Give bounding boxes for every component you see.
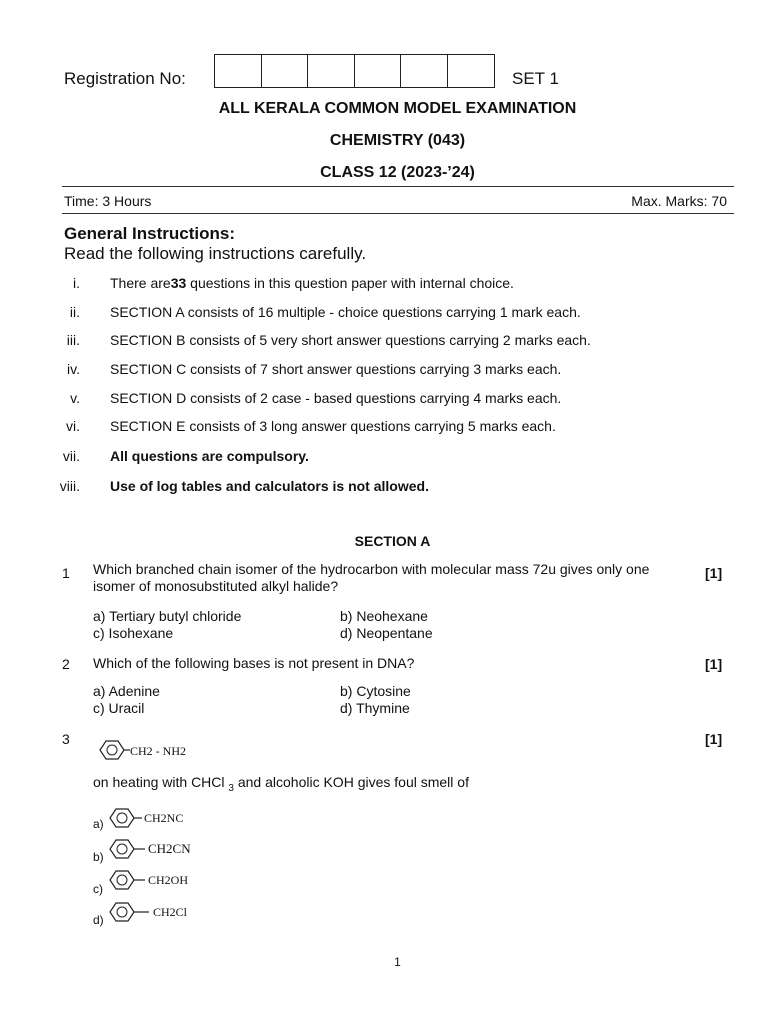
instruction-number: vi. (66, 418, 80, 434)
benzene-ring-icon (107, 867, 149, 893)
reg-digit-box[interactable] (448, 55, 495, 87)
top-divider (62, 186, 734, 187)
instruction-number: vii. (62, 448, 80, 464)
set-label: SET 1 (512, 69, 559, 88)
instruction-item: Use of log tables and calculators is not allowed. (110, 478, 429, 494)
option-d: d) Neopentane (340, 625, 433, 641)
instruction-number: ii. (69, 304, 80, 320)
question-number: 3 (62, 731, 70, 747)
option-a-structure (107, 805, 147, 836)
option-a-formula: CH2NC (144, 811, 184, 825)
reactant-formula: CH2 - NH2 (130, 744, 186, 758)
option-c-formula: CH2OH (148, 873, 189, 887)
option-label: b) (93, 850, 104, 864)
instruction-item: SECTION C consists of 7 short answer questions carrying 3 marks each. (110, 361, 562, 377)
benzene-ring-icon (107, 899, 153, 925)
instruction-number: v. (70, 390, 80, 406)
option-c: c) Uracil (93, 700, 145, 716)
question-number: 1 (62, 565, 70, 581)
option-d-structure (107, 899, 153, 930)
option-a: a) Tertiary butyl chloride (93, 608, 242, 624)
reg-digit-box[interactable] (308, 55, 355, 87)
instruction-number: viii. (59, 478, 80, 494)
option-d-formula: CH2Cl (153, 905, 188, 919)
instruction-number: i. (73, 275, 80, 291)
option-label: c) (93, 882, 103, 896)
question-marks: [1] (705, 731, 723, 747)
time-label: Time: 3 Hours (64, 193, 152, 209)
question-text: Which branched chain isomer of the hydrocarbon with molecular mass 72u gives only one isomer of monosubstituted alkyl halide? (93, 561, 650, 594)
reg-digit-box[interactable] (401, 55, 448, 87)
option-b-formula: CH2CN (148, 841, 191, 856)
bottom-divider (62, 213, 734, 214)
benzene-ring-icon (107, 836, 149, 862)
question-text (93, 774, 693, 797)
instruction-item: SECTION D consists of 2 case - based questions carrying 4 marks each. (110, 390, 562, 406)
class-title: CLASS 12 (2023-’24) (320, 164, 475, 181)
option-label: a) (93, 817, 104, 831)
reg-digit-box[interactable] (215, 55, 262, 87)
subscript: 3 (228, 782, 234, 794)
subject-title: CHEMISTRY (043) (329, 132, 466, 149)
question-text-part: and alcoholic KOH gives foul smell of (233, 774, 469, 790)
instructions-subtitle: Read the following instructions carefully. (64, 244, 367, 263)
registration-label: Registration No: (64, 69, 186, 88)
question-number: 2 (62, 656, 70, 672)
instruction-item: SECTION A consists of 16 multiple - choice questions carrying 1 mark each. (110, 304, 581, 320)
registration-number-boxes[interactable] (214, 54, 495, 88)
instruction-number: iii. (66, 332, 80, 348)
option-b: b) Neohexane (340, 608, 428, 624)
instruction-item: SECTION E consists of 3 long answer questions carrying 5 marks each. (110, 418, 556, 434)
instruction-item: All questions are compulsory. (110, 448, 309, 464)
max-marks-label: Max. Marks: 70 (631, 193, 727, 209)
option-c-structure (107, 867, 149, 898)
instruction-text: There are (110, 275, 171, 291)
instruction-item: SECTION B consists of 5 very short answer questions carrying 2 marks each. (110, 332, 591, 348)
option-d: d) Thymine (340, 700, 410, 716)
option-label: d) (93, 913, 104, 927)
instructions-title: General Instructions: (64, 224, 235, 243)
question-marks: [1] (705, 656, 723, 672)
section-a-heading: SECTION A (354, 533, 431, 549)
reg-digit-box[interactable] (262, 55, 309, 87)
option-b-structure (107, 836, 149, 867)
option-a: a) Adenine (93, 683, 160, 699)
page-number: 1 (394, 955, 401, 969)
benzene-ring-icon (107, 805, 147, 831)
instruction-item (110, 275, 514, 291)
exam-title: ALL KERALA COMMON MODEL EXAMINATION (218, 100, 577, 117)
question-text-part: on heating with CHCl (93, 774, 229, 790)
option-b: b) Cytosine (340, 683, 411, 699)
option-c: c) Isohexane (93, 625, 174, 641)
question-text: Which of the following bases is not present in DNA? (93, 655, 415, 671)
question-marks: [1] (705, 565, 723, 581)
instruction-number: iv. (67, 361, 80, 377)
reg-digit-box[interactable] (355, 55, 402, 87)
question-count: 33 (170, 275, 187, 291)
instruction-text: questions in this question paper with internal choice. (186, 275, 514, 291)
